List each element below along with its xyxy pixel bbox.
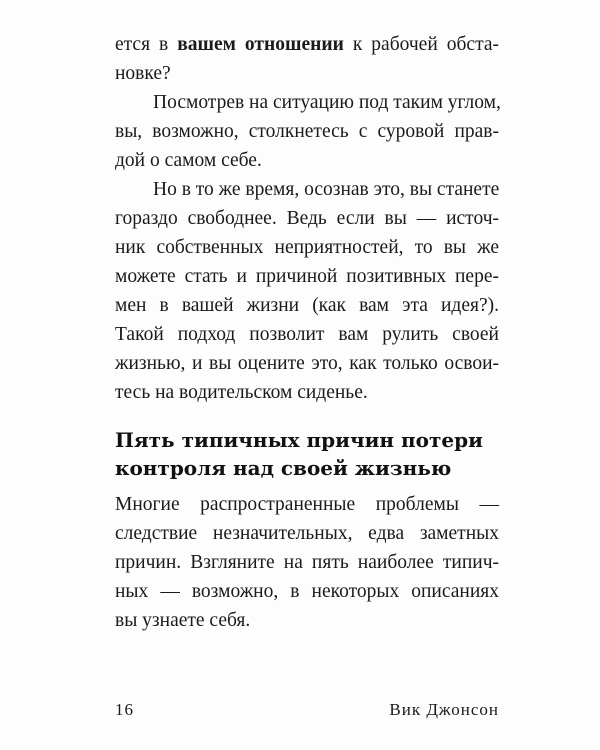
text-line: вы узнаете себя. [115,610,251,631]
text-span: ется в [115,34,178,55]
text-line: вы, возможно, столкнетесь с суровой прав- [115,121,499,142]
text-line: Многие распространенные проблемы — [115,494,499,515]
text-line [115,33,499,57]
running-footer-author: Вик Джонсон [389,700,499,719]
text-line: мен в вашей жизни (как вам эта идея?). [115,295,499,316]
text-line: Посмотрев на ситуацию под таким углом, [153,92,501,113]
text-line: Такой подход позволит вам рулить своей [115,324,499,345]
text-line: гораздо свободнее. Ведь если вы — источ- [115,208,499,229]
page-number: 16 [115,700,134,719]
section-heading-line: контроля над своей жизнью [115,456,452,480]
text-line: следствие незначительных, едва заметных [115,523,499,544]
bold-phrase: вашем отношении [177,34,344,55]
text-line: Но в то же время, осознав это, вы станете [153,179,500,200]
text-line: ных — возможно, в некоторых описаниях [115,581,499,602]
text-line: можете стать и причиной позитивных пере- [115,266,499,287]
text-line: причин. Взгляните на пять наиболее типич- [115,552,499,573]
text-span: к рабочей обста- [343,34,499,55]
section-heading-line: Пять типичных причин потери [115,428,483,452]
text-line: ник собственных неприятностей, то вы же [115,237,499,258]
text-line: тесь на водительском сиденье. [115,382,368,403]
text-line: дой о самом себе. [115,150,262,171]
text-line: жизнью, и вы оцените это, как только освои- [115,353,499,374]
text-line: новке? [115,63,171,84]
